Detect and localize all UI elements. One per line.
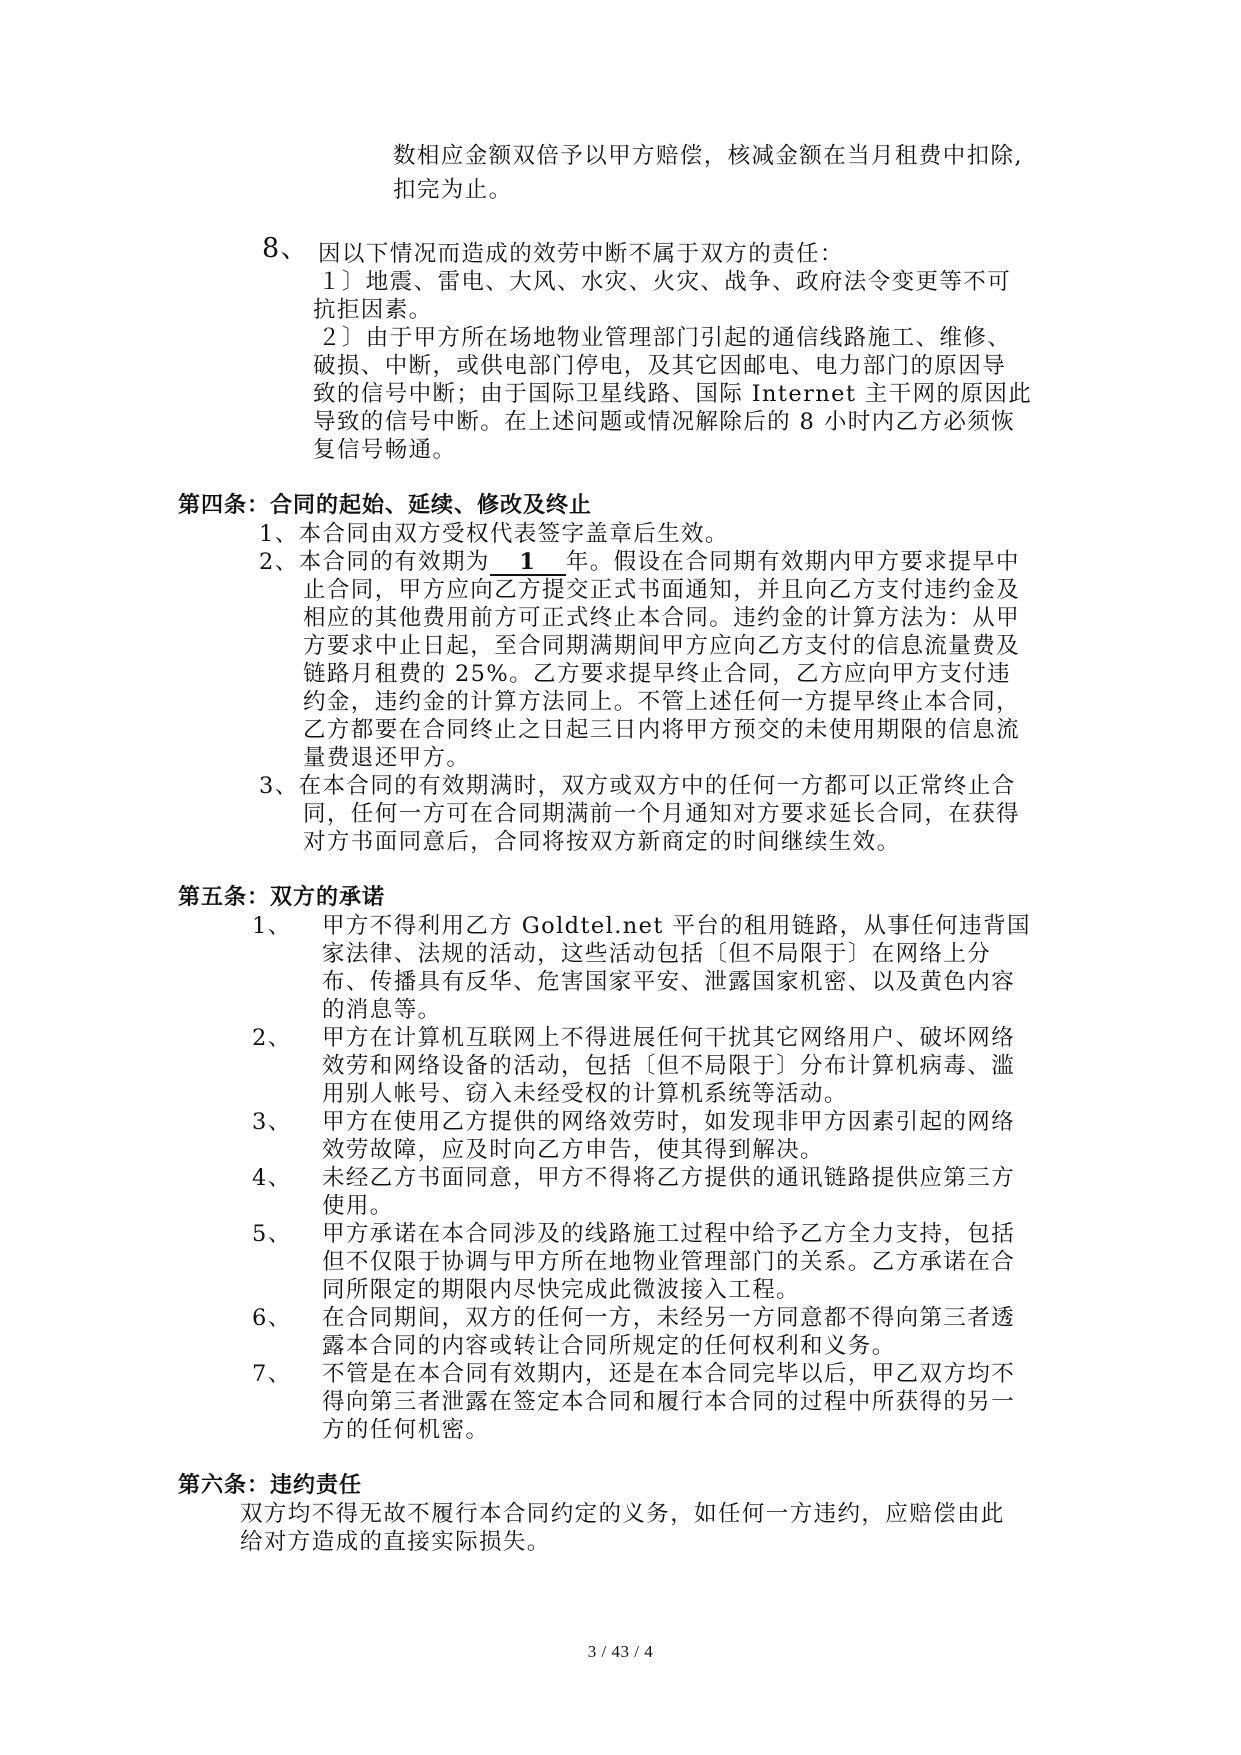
paragraph-line: 未经乙方书面同意，甲方不得将乙方提供的通讯链路提供应第三方 bbox=[322, 1165, 1016, 1191]
paragraph-line: 同，任何一方可在合同期满前一个月通知对方要求延长合同，在获得 bbox=[303, 801, 1021, 827]
paragraph-line: 不管是在本合同有效期内，还是在本合同完毕以后，甲乙双方均不 bbox=[322, 1361, 1016, 1387]
paragraph-line: 露本合同的内容或转让合同所规定的任何权利和义务。 bbox=[322, 1333, 896, 1359]
paragraph-line: 家法律、法规的活动，这些活动包括〔但不局限于〕在网络上分 bbox=[322, 941, 992, 967]
section-heading: 第五条：双方的承诺 bbox=[178, 885, 386, 910]
section-heading: 第四条：合同的起始、延续、修改及终止 bbox=[178, 493, 593, 518]
item-number: 8、 bbox=[262, 233, 309, 264]
paragraph-line: 复信号畅通。 bbox=[313, 437, 457, 463]
paragraph-line: 得向第三者泄露在签定本合同和履行本合同的过程中所获得的另一 bbox=[322, 1389, 1016, 1415]
clause-text: 年。假设在合同期有效期内甲方要求提早中 bbox=[565, 549, 1020, 575]
item-number: 5、 bbox=[252, 1221, 292, 1247]
paragraph-line: 的消息等。 bbox=[322, 997, 442, 1023]
item-number: 4、 bbox=[252, 1165, 292, 1191]
paragraph-line: 扣完为止。 bbox=[393, 177, 513, 203]
paragraph-line: 3、在本合同的有效期满时，双方或双方中的任何一方都可以正常终止合 bbox=[259, 773, 1016, 799]
paragraph-line: 链路月租费的 25%。乙方要求提早终止合同，乙方应向甲方支付违 bbox=[303, 661, 1012, 687]
item-number: 2、 bbox=[252, 1025, 292, 1051]
paragraph-line: 破损、中断，或供电部门停电，及其它因邮电、电力部门的原因导 bbox=[313, 353, 1007, 379]
paragraph-line: 乙方都要在合同终止之日起三日内将甲方预交的未使用期限的信息流 bbox=[303, 717, 1021, 743]
paragraph-line: 效劳和网络设备的活动，包括〔但不局限于〕分布计算机病毒、滥 bbox=[322, 1053, 1016, 1079]
paragraph-line: 双方均不得无故不履行本合同约定的义务，如任何一方违约，应赔偿由此 bbox=[240, 1501, 1005, 1527]
page-number: 3 / 43 / 4 bbox=[587, 1642, 654, 1661]
paragraph-line: 甲方承诺在本合同涉及的线路施工过程中给予乙方全力支持，包括 bbox=[322, 1221, 1016, 1247]
paragraph-line: 方的任何机密。 bbox=[322, 1417, 490, 1443]
paragraph-line: 止合同，甲方应向乙方提交正式书面通知，并且向乙方支付违约金及 bbox=[303, 577, 1021, 603]
paragraph-line: 用别人帐号、窃入未经受权的计算机系统等活动。 bbox=[322, 1081, 848, 1107]
paragraph-line: 方要求中止日起，至合同期满期间甲方应向乙方支付的信息流量费及 bbox=[303, 633, 1021, 659]
paragraph-line: 甲方在计算机互联网上不得进展任何干扰其它网络用户、破坏网络 bbox=[322, 1025, 1016, 1051]
paragraph-line: 因以下情况而造成的效劳中断不属于双方的责任： bbox=[318, 241, 844, 267]
contract-term-value: 1 bbox=[490, 550, 566, 576]
item-number: 7、 bbox=[252, 1361, 292, 1387]
paragraph-line bbox=[259, 548, 1020, 576]
item-number: 1、 bbox=[252, 913, 292, 939]
paragraph-line: 布、传播具有反华、危害国家平安、泄露国家机密、以及黄色内容 bbox=[322, 969, 1016, 995]
paragraph-line: 甲方在使用乙方提供的网络效劳时，如发现非甲方因素引起的网络 bbox=[322, 1109, 1016, 1135]
paragraph-line: 相应的其他费用前方可正式终止本合同。违约金的计算方法为：从甲 bbox=[303, 605, 1021, 631]
paragraph-line: 同所限定的期限内尽快完成此微波接入工程。 bbox=[322, 1277, 801, 1303]
clause-text: 2、本合同的有效期为 bbox=[259, 549, 490, 575]
paragraph-line: 给对方造成的直接实际损失。 bbox=[240, 1529, 551, 1555]
paragraph-line: 抗拒因素。 bbox=[313, 297, 433, 323]
paragraph-line: 在合同期间，双方的任何一方，未经另一方同意都不得向第三者透 bbox=[322, 1305, 1016, 1331]
paragraph-line: ２〕由于甲方所在场地物业管理部门引起的通信线路施工、维修、 bbox=[318, 325, 1012, 351]
paragraph-line: 导致的信号中断。在上述问题或情况解除后的 8 小时内乙方必须恢 bbox=[313, 409, 1016, 435]
section-heading: 第六条：违约责任 bbox=[178, 1473, 363, 1498]
paragraph-line: 甲方不得利用乙方 Goldtel.net 平台的租用链路，从事任何违背国 bbox=[322, 913, 1031, 939]
paragraph-line: 使用。 bbox=[322, 1193, 394, 1219]
paragraph-line: 对方书面同意后，合同将按双方新商定的时间继续生效。 bbox=[303, 829, 901, 855]
paragraph-line: 致的信号中断；由于国际卫星线路、国际 Internet 主干网的原因此 bbox=[313, 381, 1033, 407]
paragraph-line: 效劳故障，应及时向乙方申告，使其得到解决。 bbox=[322, 1137, 824, 1163]
item-number: 3、 bbox=[252, 1109, 292, 1135]
paragraph-line: 但不仅限于协调与甲方所在地物业管理部门的关系。乙方承诺在合 bbox=[322, 1249, 1016, 1275]
paragraph-line: 量费退还甲方。 bbox=[303, 745, 471, 771]
item-number: 6、 bbox=[252, 1305, 292, 1331]
paragraph-line: 数相应金额双倍予以甲方赔偿，核减金额在当月租费中扣除, bbox=[393, 143, 1023, 169]
paragraph-line: １〕地震、雷电、大风、水灾、火灾、战争、政府法令变更等不可 bbox=[318, 269, 1012, 295]
paragraph-line: 约金，违约金的计算方法同上。不管上述任何一方提早终止本合同， bbox=[303, 689, 1021, 715]
paragraph-line: 1、本合同由双方受权代表签字盖章后生效。 bbox=[259, 521, 729, 547]
